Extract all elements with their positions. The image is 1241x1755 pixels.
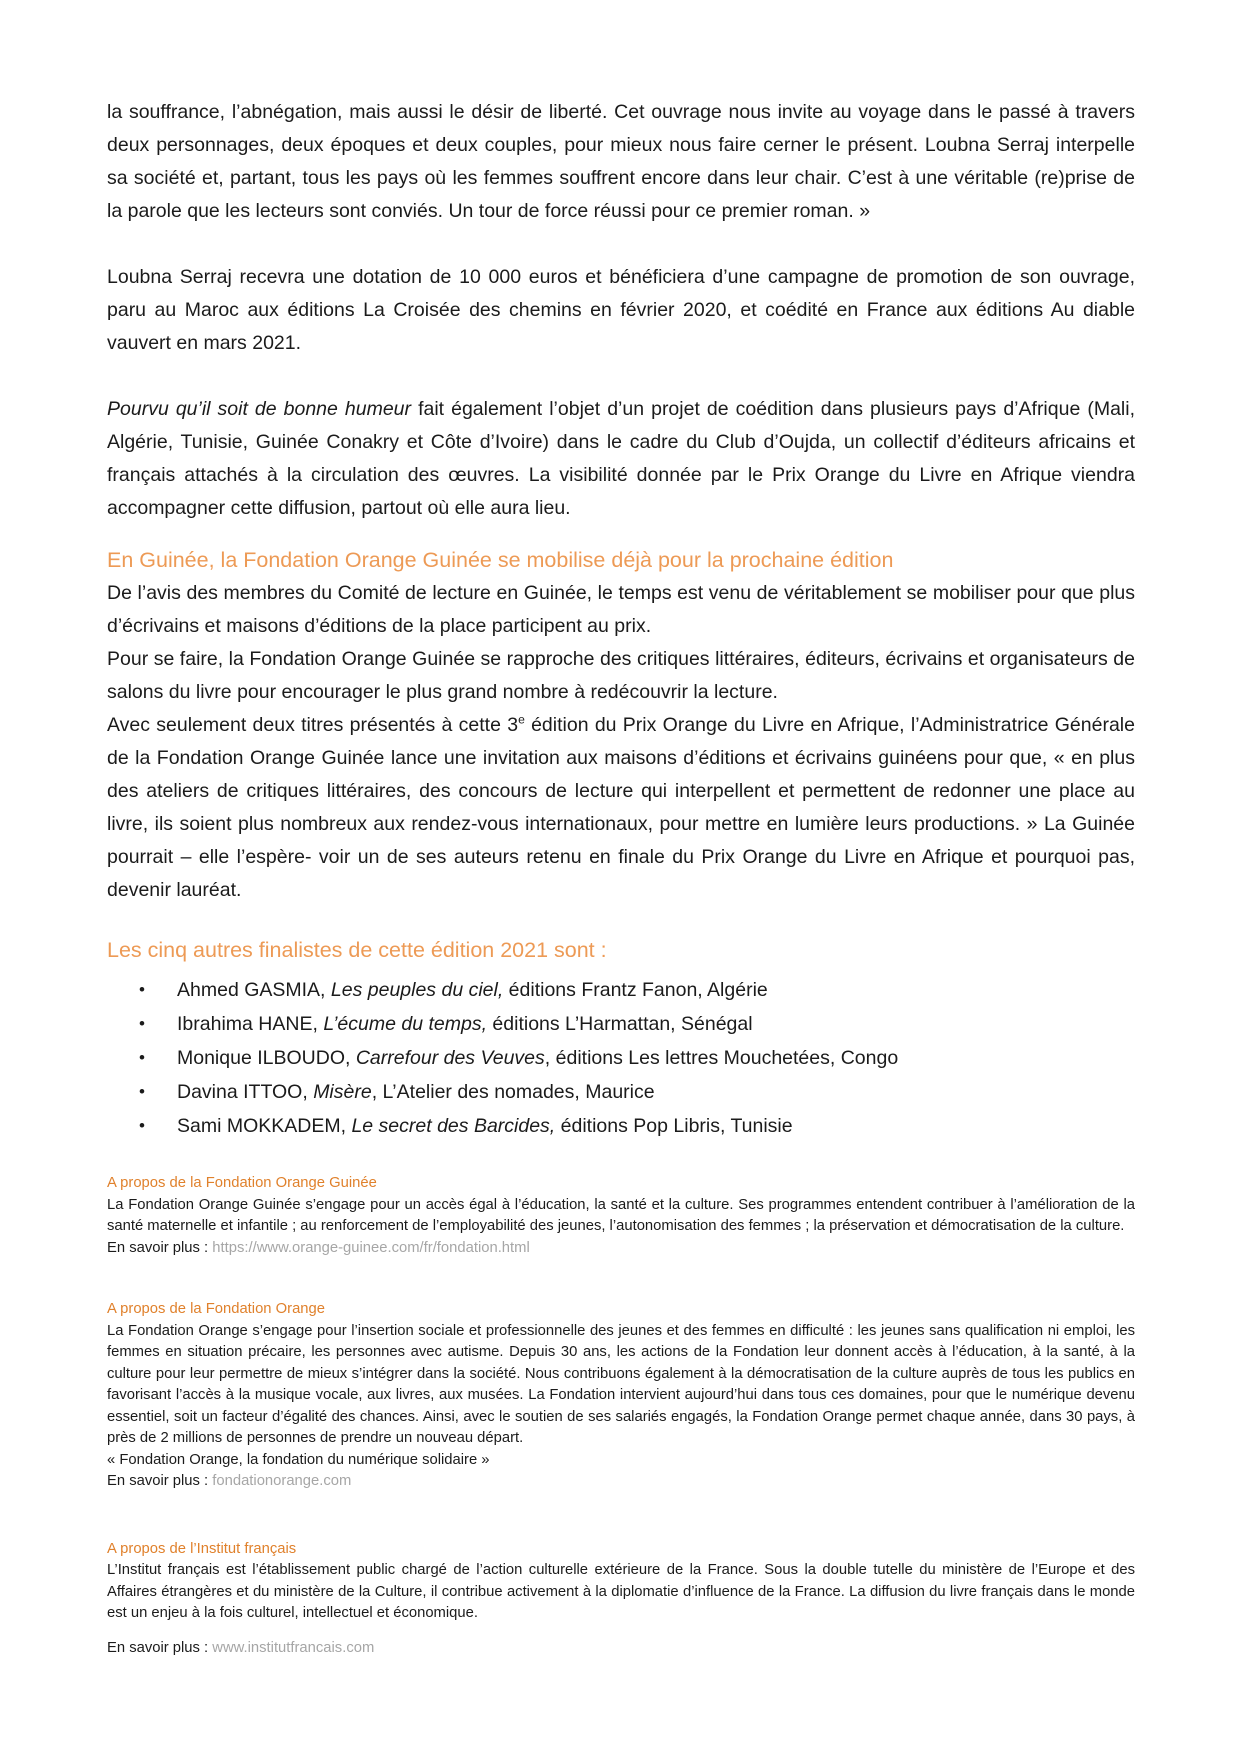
list-item-finalist-1 [107, 973, 1135, 1007]
bullet-icon: • [139, 1082, 145, 1101]
section-heading-finalists: Les cinq autres finalistes de cette édition 2021 sont : [107, 938, 607, 962]
about-fondation-orange [107, 1299, 1135, 1493]
about-heading-institut-francais: A propos de l’Institut français [107, 1540, 297, 1557]
section-heading-guinee: En Guinée, la Fondation Orange Guinée se mobilise déjà pour la prochaine édition [107, 548, 894, 572]
bullet-icon: • [139, 1116, 145, 1135]
finalist-author: Sami MOKKADEM, [177, 1115, 352, 1137]
link-fondationorange-url[interactable]: fondationorange.com [212, 1473, 352, 1489]
finalist-entry [177, 1007, 753, 1041]
list-item-finalist-4 [107, 1075, 1135, 1109]
link-institutfrancais-url[interactable]: www.institutfrancais.com [212, 1639, 375, 1656]
about-heading-fondation-orange: A propos de la Fondation Orange [107, 1301, 325, 1317]
about-body-institut-francais: L’Institut français est l’établissement public chargé de l’action culturelle extérieure de la France. Sous la double tutelle du ministère de l’Europe et des Affaires étrangères et du ministère de la Culture, il contribue activement à la diplomatie d’influence de la France. La diffusion du livre français dans le monde est un enjeu à la fois culturel, intellectuel et économique. [107, 1562, 1135, 1621]
finalist-book-title: L’écume du temps, [323, 1013, 487, 1035]
finalist-book-title: Carrefour des Veuves [355, 1047, 545, 1069]
finalist-entry [177, 973, 768, 1007]
finalist-entry [177, 1041, 898, 1075]
more-label: En savoir plus : [107, 1639, 213, 1656]
paragraph-coedition-text: fait également l’objet d’un projet de coédition dans plusieurs pays d’Afrique (Mali, Algérie, Tunisie, Guinée Conakry et Côte d’Ivoire) dans le cadre du Club d’Oujda, un collectif d’éditeurs africains et français attachés à la circulation des œuvres. La visibilité donnée par le Prix Orange du Livre en Afrique viendra accompagner cette diffusion, partout où elle aura lieu. [107, 398, 1136, 519]
paragraph-coedition [107, 393, 1135, 525]
finalist-publisher: , éditions Les lettres Mouchetées, Congo [544, 1047, 899, 1069]
finalist-publisher: éditions Frantz Fanon, Algérie [503, 979, 768, 1001]
paragraph-guinee-invitation [107, 709, 1135, 907]
more-label: En savoir plus : [107, 1473, 213, 1489]
finalist-author: Ibrahima HANE, [177, 1013, 324, 1035]
more-label: En savoir plus : [107, 1239, 213, 1256]
finalist-book-title: Misère [313, 1081, 372, 1103]
fondation-orange-tagline: « Fondation Orange, la fondation du numérique solidaire » [107, 1451, 490, 1468]
about-more-line [107, 1238, 1135, 1260]
finalist-author: Davina ITTOO, [177, 1081, 314, 1103]
link-orange-guinee-url[interactable]: https://www.orange-guinee.com/fr/fondation.html [212, 1239, 530, 1256]
about-body-fondation-orange-guinee: La Fondation Orange Guinée s’engage pour un accès égal à l’éducation, la santé et la culture. Ses programmes entendent contribuer à l’amélioration de la santé maternelle et infantile ; au renforcement de l’employabilité des jeunes, l’autonomisation des femmes ; la préservation et démocratisation de la culture. [107, 1196, 1135, 1234]
ordinal-superscript: e [518, 712, 525, 727]
paragraph-prize-dotation: Loubna Serraj recevra une dotation de 10 000 euros et bénéficiera d’une campagne de promotion de son ouvrage, paru au Maroc aux éditions La Croisée des chemins en février 2020, et coédité en France aux éditions Au diable vauvert en mars 2021. [107, 266, 1135, 354]
about-body-fondation-orange: La Fondation Orange s’engage pour l’insertion sociale et professionnelle des jeunes et des femmes en difficulté : les jeunes sans qualification ni emploi, les femmes en situation précaire, les personnes avec autisme. Depuis 30 ans, les actions de la Fondation leur donnent accès à l’éducation, à la santé, à la culture pour leur permettre de mieux s’intégrer dans la société. Nous contribuons également à la démocratisation de la culture auprès de tous les publics en favorisant l’accès à la musique vocale, aux livres, aux musées. La Fondation intervient aujourd’hui dans tous ces domaines, pour que le numérique devenu essentiel, soit un facteur d’égalité des chances. Ainsi, avec le soutien de ses salariés engagés, la Fondation Orange permet chaque année, dans 30 pays, à près de 2 millions de personnes de prendre un nouveau départ. [107, 1322, 1135, 1446]
list-item-finalist-5 [107, 1109, 1135, 1143]
about-fondation-orange-guinee [107, 1173, 1135, 1259]
paragraph-jury-quote: la souffrance, l’abnégation, mais aussi le désir de liberté. Cet ouvrage nous invite au voyage dans le passé à travers deux personnages, deux époques et deux couples, pour mieux nous faire cerner le présent. Loubna Serraj interpelle sa société et, partant, tous les pays où les femmes souffrent encore dans leur chair. C’est à une véritable (re)prise de la parole que les lecteurs sont conviés. Un tour de force réussi pour ce premier roman. » [107, 101, 1135, 222]
bullet-icon: • [139, 1048, 145, 1067]
finalist-book-title: Les peuples du ciel, [330, 979, 504, 1001]
finalist-entry [177, 1075, 655, 1109]
paragraph-guinee-invitation-start: Avec seulement deux titres présentés à cette 3 [107, 714, 519, 736]
about-more-line [107, 1471, 1135, 1493]
bullet-icon: • [139, 1014, 145, 1033]
finalist-publisher: éditions Pop Libris, Tunisie [555, 1115, 793, 1137]
finalist-entry [177, 1109, 793, 1143]
about-institut-francais [107, 1539, 1135, 1660]
paragraph-guinee-mobilisation: Pour se faire, la Fondation Orange Guinée se rapproche des critiques littéraires, éditeurs, écrivains et organisateurs de salons du livre pour encourager le plus grand nombre à redécouvrir la lecture. [107, 648, 1135, 703]
finalist-author: Monique ILBOUDO, [177, 1047, 356, 1069]
finalist-author: Ahmed GASMIA, [177, 979, 331, 1001]
list-item-finalist-2 [107, 1007, 1135, 1041]
finalist-publisher: , L’Atelier des nomades, Maurice [371, 1081, 655, 1103]
paragraph-guinee-invitation-end: édition du Prix Orange du Livre en Afrique, l’Administratrice Générale de la Fondation Orange Guinée lance une invitation aux maisons d’éditions et écrivains guinéens pour que, « en plus des ateliers de critiques littéraires, des concours de lecture qui interpellent et permettent de redonner une place au livre, ils soient plus nombreux aux rendez-vous internationaux, pour mettre en lumière leurs productions. » La Guinée pourrait – elle l’espère- voir un de ses auteurs retenu en finale du Prix Orange du Livre en Afrique et pourquoi pas, devenir lauréat. [107, 714, 1135, 901]
finalist-book-title: Le secret des Barcides, [351, 1115, 556, 1137]
finalists-list [107, 973, 1135, 1143]
finalist-publisher: éditions L’Harmattan, Sénégal [487, 1013, 753, 1035]
about-more-line [107, 1638, 1135, 1660]
book-title-italic: Pourvu qu’il soit de bonne humeur [107, 398, 412, 420]
about-heading-fondation-orange-guinee: A propos de la Fondation Orange Guinée [107, 1175, 377, 1191]
paragraph-guinee-comite: De l’avis des membres du Comité de lecture en Guinée, le temps est venu de véritablement se mobiliser pour que plus d’écrivains et maisons d’éditions de la place participent au prix. [107, 582, 1135, 637]
bullet-icon: • [139, 980, 145, 999]
list-item-finalist-3 [107, 1041, 1135, 1075]
